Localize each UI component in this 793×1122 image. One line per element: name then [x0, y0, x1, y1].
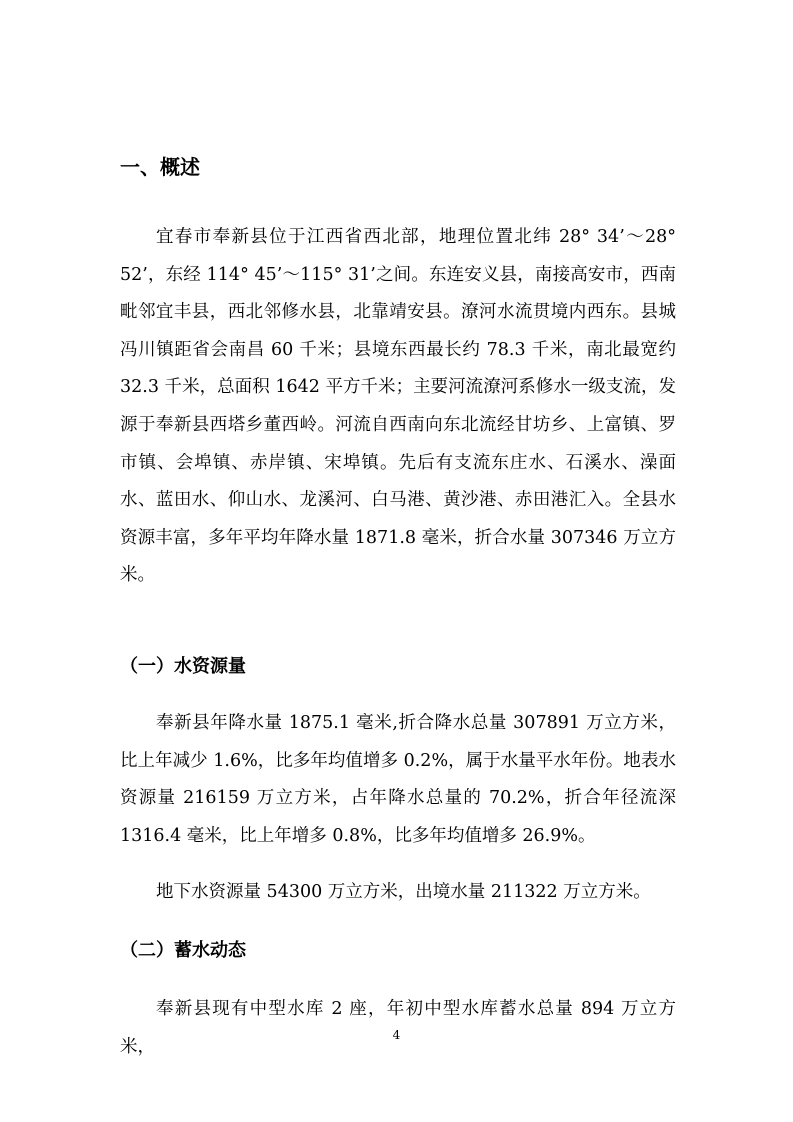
section-heading-storage: （二）蓄水动态: [120, 940, 246, 961]
section-heading-overview: 一、概述: [120, 155, 200, 179]
section-heading-water-resources: （一）水资源量: [120, 656, 246, 677]
page-number: 4: [392, 1028, 401, 1042]
overview-paragraph: 宜春市奉新县位于江西省西北部，地理位置北纬 28° 34’～28° 52’，东经 114° 45’～115° 31’之间。东连安义县，南接高安市，西南毗邻宜丰县，西北邻修水县，北靠靖安县。潦河水流贯境内西东。县城冯川镇距省会南昌 60 千米；县境东西最长约 78.3 千米，南北最宽约 32.3 千米，总面积 1642 平方千米；主要河流潦河系修水一级支流，发源于奉新县西塔乡董西岭。河流自西南向东北流经甘坊乡、上富镇、罗市镇、会埠镇、赤岸镇、宋埠镇。先后有支流东庄水、石溪水、澡面水、蓝田水、仰山水、龙溪河、白马港、黄沙港、赤田港汇入。全县水资源丰富，多年平均年降水量 1871.8 毫米，折合水量 307346 万立方米。: [120, 227, 676, 586]
groundwater-paragraph: 地下水资源量 54300 万立方米，出境水量 211322 万立方米。: [156, 882, 651, 902]
storage-paragraph: 奉新县现有中型水库 2 座，年初中型水库蓄水总量 894 万立方米，: [120, 999, 676, 1057]
water-resources-paragraph: 奉新县年降水量 1875.1 毫米,折合降水总量 307891 万立方米，比上年减少 1.6%，比多年均值增多 0.2%，属于水量平水年份。地表水资源量 216159 万立方米，占年降水总量的 70.2%，折合年径流深 1316.4 毫米，比上年增多 0.8%，比多年均值增多 26.9%。: [120, 713, 676, 846]
